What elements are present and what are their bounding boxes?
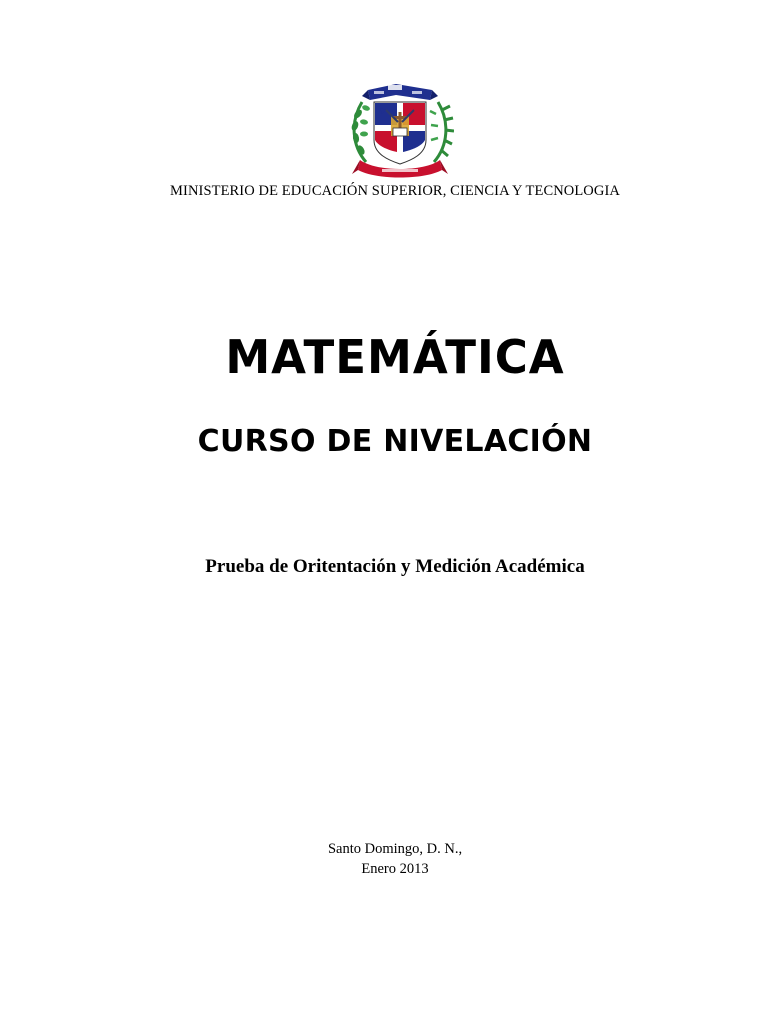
date-text: Enero 2013 — [361, 861, 429, 877]
top-ribbon — [362, 84, 438, 100]
coat-of-arms-icon — [346, 74, 454, 182]
place-text: Santo Domingo, D. N., — [327, 841, 463, 857]
document-subtitle: CURSO DE NIVELACIÓN — [197, 424, 593, 459]
shield — [374, 102, 426, 164]
exam-name: Prueba de Oritentación y Medición Académica — [205, 556, 585, 577]
ministry-name: MINISTERIO DE EDUCACIÓN SUPERIOR, CIENCIA Y TECNOLOGIA — [170, 183, 620, 199]
laurel-branch-left — [350, 102, 370, 162]
palm-branch-right — [430, 102, 454, 162]
document-title: MATEMÁTICA — [225, 330, 565, 384]
